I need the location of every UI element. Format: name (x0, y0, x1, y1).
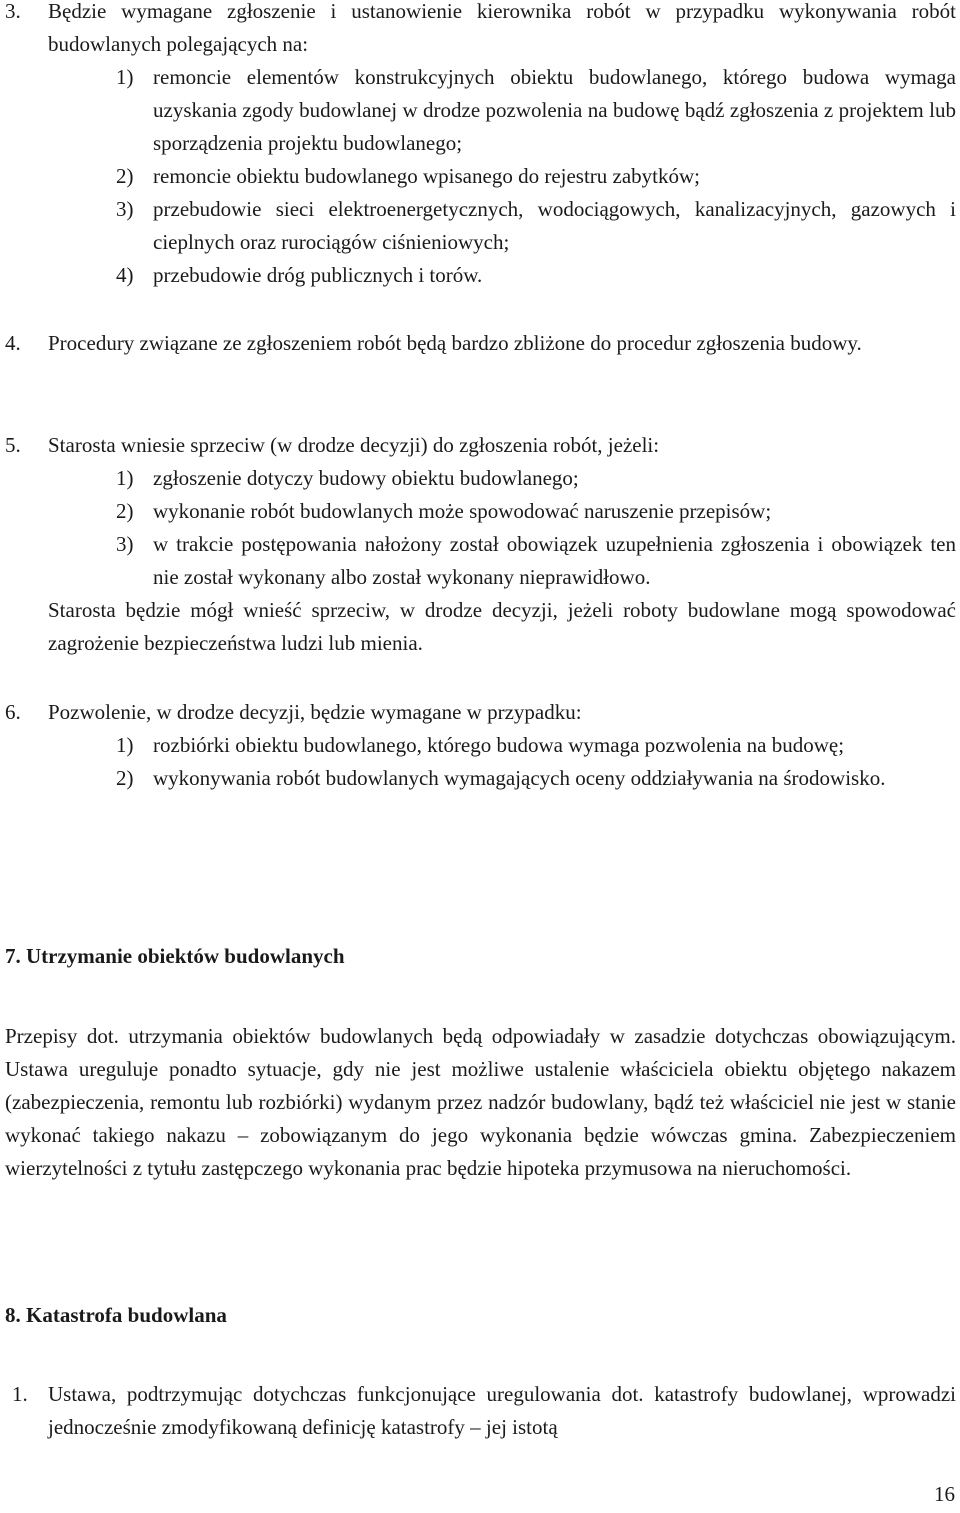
section-heading-8: 8. Katastrofa budowlana (5, 1303, 227, 1327)
item-number: 5. (5, 433, 21, 457)
sub-item: 1) zgłoszenie dotyczy budowy obiektu budowlanego; (116, 466, 579, 490)
sub-item: 2) wykonanie robót budowlanych może spowodować naruszenie przepisów; (116, 499, 772, 523)
section-8-item-1 (0, 1378, 960, 1444)
list-item-5 (0, 429, 960, 660)
section-heading-7: 7. Utrzymanie obiektów budowlanych (5, 944, 345, 968)
item-closing-text: Starosta będzie mógł wnieść sprzeciw, w drodze decyzji, jeżeli roboty budowlane mogą spowodować zagrożenie bezpieczeństwa ludzi lub mienia. (48, 598, 956, 655)
item-number: 4. (5, 331, 21, 355)
sub-item: 2) remoncie obiektu budowlanego wpisanego do rejestru zabytków; (116, 164, 701, 188)
item-number: 6. (5, 700, 21, 724)
list-item-6 (0, 696, 960, 795)
item-text: Będzie wymagane zgłoszenie i ustanowienie kierownika robót w przypadku wykonywania robót budowlanych polegających na: (48, 0, 956, 56)
item-text: Ustawa, podtrzymując dotychczas funkcjonujące uregulowania dot. katastrofy budowlanej, wprowadzi jednocześnie zmodyfikowaną definicję katastrofy – jej istotą (48, 1382, 956, 1439)
sub-item: 1) remoncie elementów konstrukcyjnych obiektu budowlanego, którego budowa wymaga uzyskania zgody budowlanej w drodze pozwolenia na budowę bądź zgłoszenia z projektem lub sporządzenia projektu budowlanego; (116, 65, 956, 155)
sub-item: 3) przebudowie sieci elektroenergetycznych, wodociągowych, kanalizacyjnych, gazowych i cieplnych oraz rurociągów ciśnieniowych; (116, 197, 956, 254)
sub-item: 2) wykonywania robót budowlanych wymagających oceny oddziaływania na środowisko. (116, 766, 886, 790)
list-item-3 (0, 0, 960, 292)
list-item-4 (0, 327, 960, 360)
item-text: Pozwolenie, w drodze decyzji, będzie wymagane w przypadku: (48, 700, 582, 724)
sub-item: 3) w trakcie postępowania nałożony został obowiązek uzupełnienia zgłoszenia i obowiązek ten nie został wykonany albo został wykonany nieprawidłowo. (116, 532, 956, 589)
page-number: 16 (934, 1482, 955, 1506)
section-7-paragraph: Przepisy dot. utrzymania obiektów budowlanych będą odpowiadały w zasadzie dotychczas obowiązującym. Ustawa ureguluje ponadto sytuacje, gdy nie jest możliwe ustalenie właściciela obiektu objętego nakazem (zabezpieczenia, remontu lub rozbiórki) wydanym przez nadzór budowlany, bądź też właściciel nie jest w stanie wykonać takiego nakazu – zobowiązanym do jego wykonania będzie wówczas gmina. Zabezpieczeniem wierzytelności z tytułu zastępczego wykonania prac będzie hipoteka przymusowa na nieruchomości. (5, 1024, 956, 1180)
item-text: Procedury związane ze zgłoszeniem robót będą bardzo zbliżone do procedur zgłoszenia budowy. (48, 331, 862, 355)
sub-item: 4) przebudowie dróg publicznych i torów. (116, 263, 483, 287)
item-text: Starosta wniesie sprzeciw (w drodze decyzji) do zgłoszenia robót, jeżeli: (48, 433, 660, 457)
item-number: 3. (5, 0, 21, 23)
sub-item: 1) rozbiórki obiektu budowlanego, którego budowa wymaga pozwolenia na budowę; (116, 733, 845, 757)
item-number: 1. (12, 1382, 28, 1406)
